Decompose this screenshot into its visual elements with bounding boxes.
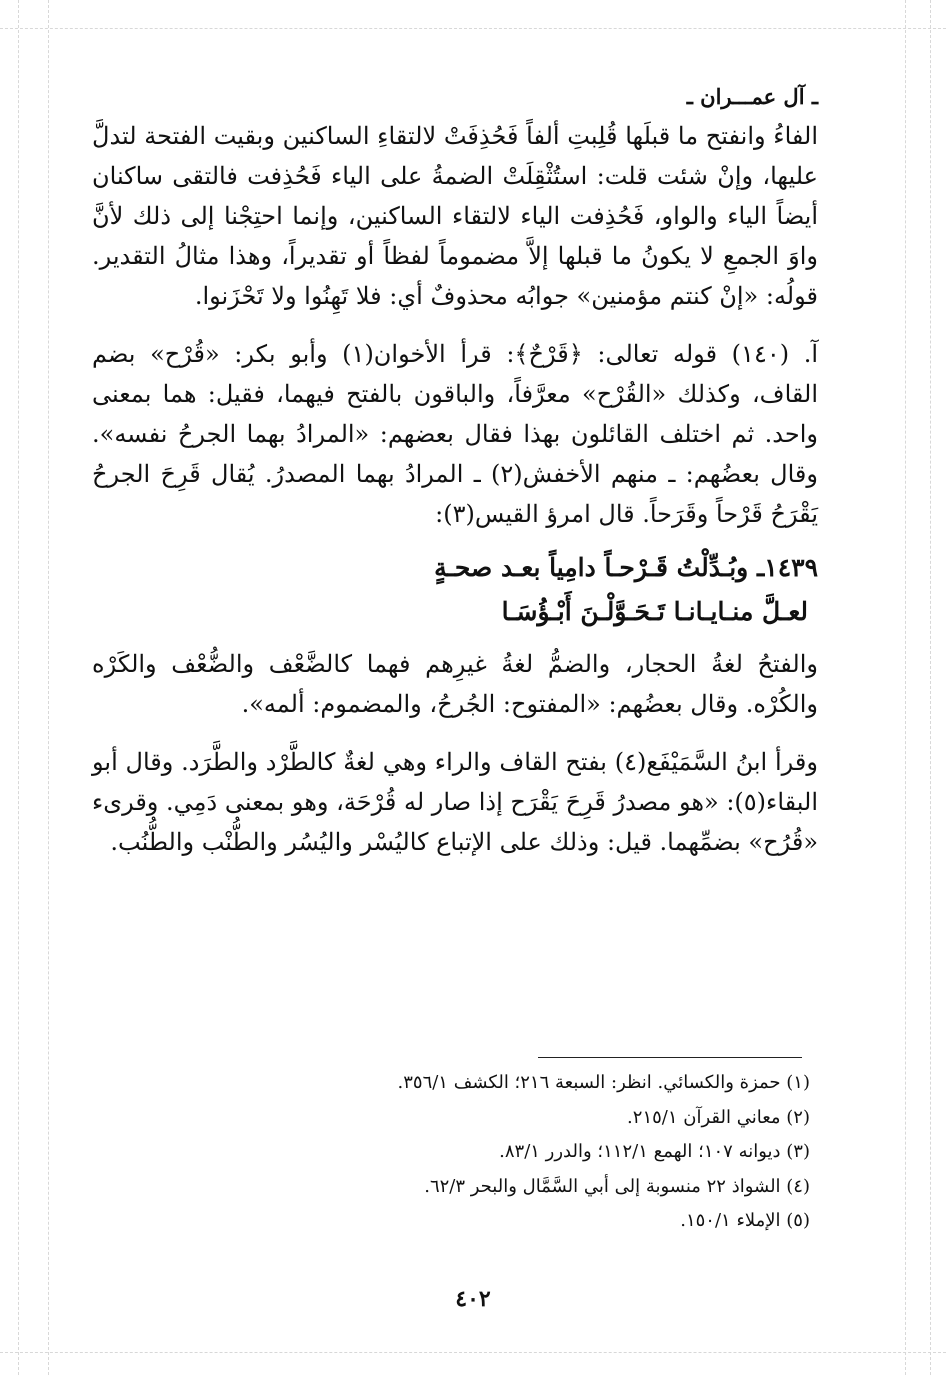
verse-line: لعـلَّ منـايـانـا تَـحَـوَّلْـنَ أَبْـؤُسَـا	[501, 597, 808, 626]
footnote-separator	[538, 1057, 802, 1058]
paragraph: الفاءُ وانفتح ما قبلَها قُلِبتِ ألفاً فَحُذِفَتْ لالتقاءِ الساكنين وبقيت الفتحة لتدلَّ عليها، وإنْ شئت قلت: استُثْقِلَتْ الضمةُ على الياء فَحُذِفت فالتقى ساكنان أيضاً الياء والواو، فَحُذِفت الياء لالتقاء الساكنين، وإنما احتِجْنا إلى ذلك لأنَّ واوَ الجمعِ لا يكونُ ما قبلها إلاَّ مضموماً لفظاً أو تقديراً، وهذا مثالُ التقدير. قولُه: «إنْ كنتم مؤمنين» جوابُه محذوفٌ أي: فلا تَهِنُوا ولا تَحْزَنوا.	[92, 122, 818, 310]
poetry-verse	[92, 546, 818, 634]
paragraph: آ. (١٤٠) قوله تعالى: ﴿قَرْحٌ﴾: قرأ الأخوان(١) وأبو بكر: «قُرْح» بضم القاف، وكذلك «القُرْح» معرَّفاً، والباقون بالفتح فيهما، فقيل: هما بمعنى واحد. ثم اختلف القائلون بهذا فقال بعضهم: «المرادُ بهما الجرحُ نفسه». وقال بعضُهم: ـ منهم الأخفش(٢) ـ المرادُ بهما المصدرُ. يُقال قَرِحَ الجرحُ يَقْرَحُ قَرْحاً وقَرَحاً. قال امرؤ القيس(٣):	[92, 340, 819, 528]
footnote: (٢) معاني القرآن ٢١٥/١.	[627, 1106, 810, 1128]
guide-line	[905, 0, 906, 1375]
guide-line	[0, 28, 946, 29]
paragraph: والفتحُ لغةُ الحجار، والضمُّ لغةُ غيرِهم فهما كالضَّعْف والضُّعْف والكَرْه والكُرْه. وقال بعضُهم: «المفتوح: الجُرحُ، والمضموم: ألمه».	[92, 650, 818, 718]
verse-line: ١٤٣٩ـ وبُـدِّلْتُ قَـرْحـاً دامِياً بعـد صحـةٍ	[434, 553, 818, 582]
running-header: ـ آل عمـــران ـ	[686, 84, 818, 109]
paragraph: وقرأ ابنُ السَّمَيْفَع(٤) بفتح القاف والراء وهي لغةٌ كالطَّرْد والطَّرَد. وقال أبو البقاء(٥): «هو مصدرُ قَرِحَ يَقْرَح إذا صار له قُرْحَة، وهو بمعنى دَمِي. وقرىء «قُرُح» بضمِّهما. قيل: وذلك على الإتباع كاليُسْر واليُسُر والطُّنْب والطُّنُب.	[92, 748, 818, 856]
page-number: ٤٠٢	[455, 1286, 491, 1312]
footnotes	[120, 1066, 810, 1239]
footnote: (٤) الشواذ ٢٢ منسوبة إلى أبي السَّمَّال والبحر ٦٢/٣.	[424, 1175, 810, 1197]
guide-line	[18, 0, 19, 1375]
footnote: (٥) الإملاء ١٥٠/١.	[680, 1210, 810, 1231]
page-body	[92, 82, 818, 862]
guide-line	[0, 1352, 946, 1353]
guide-line	[48, 0, 49, 1375]
guide-line	[930, 0, 931, 1375]
footnote: (١) حمزة والكسائي. انظر: السبعة ٢١٦؛ الكشف ٣٥٦/١.	[397, 1072, 810, 1093]
footnote: (٣) ديوانه ١٠٧؛ الهمع ١١٢/١؛ والدرر ٨٣/١.	[499, 1141, 810, 1162]
